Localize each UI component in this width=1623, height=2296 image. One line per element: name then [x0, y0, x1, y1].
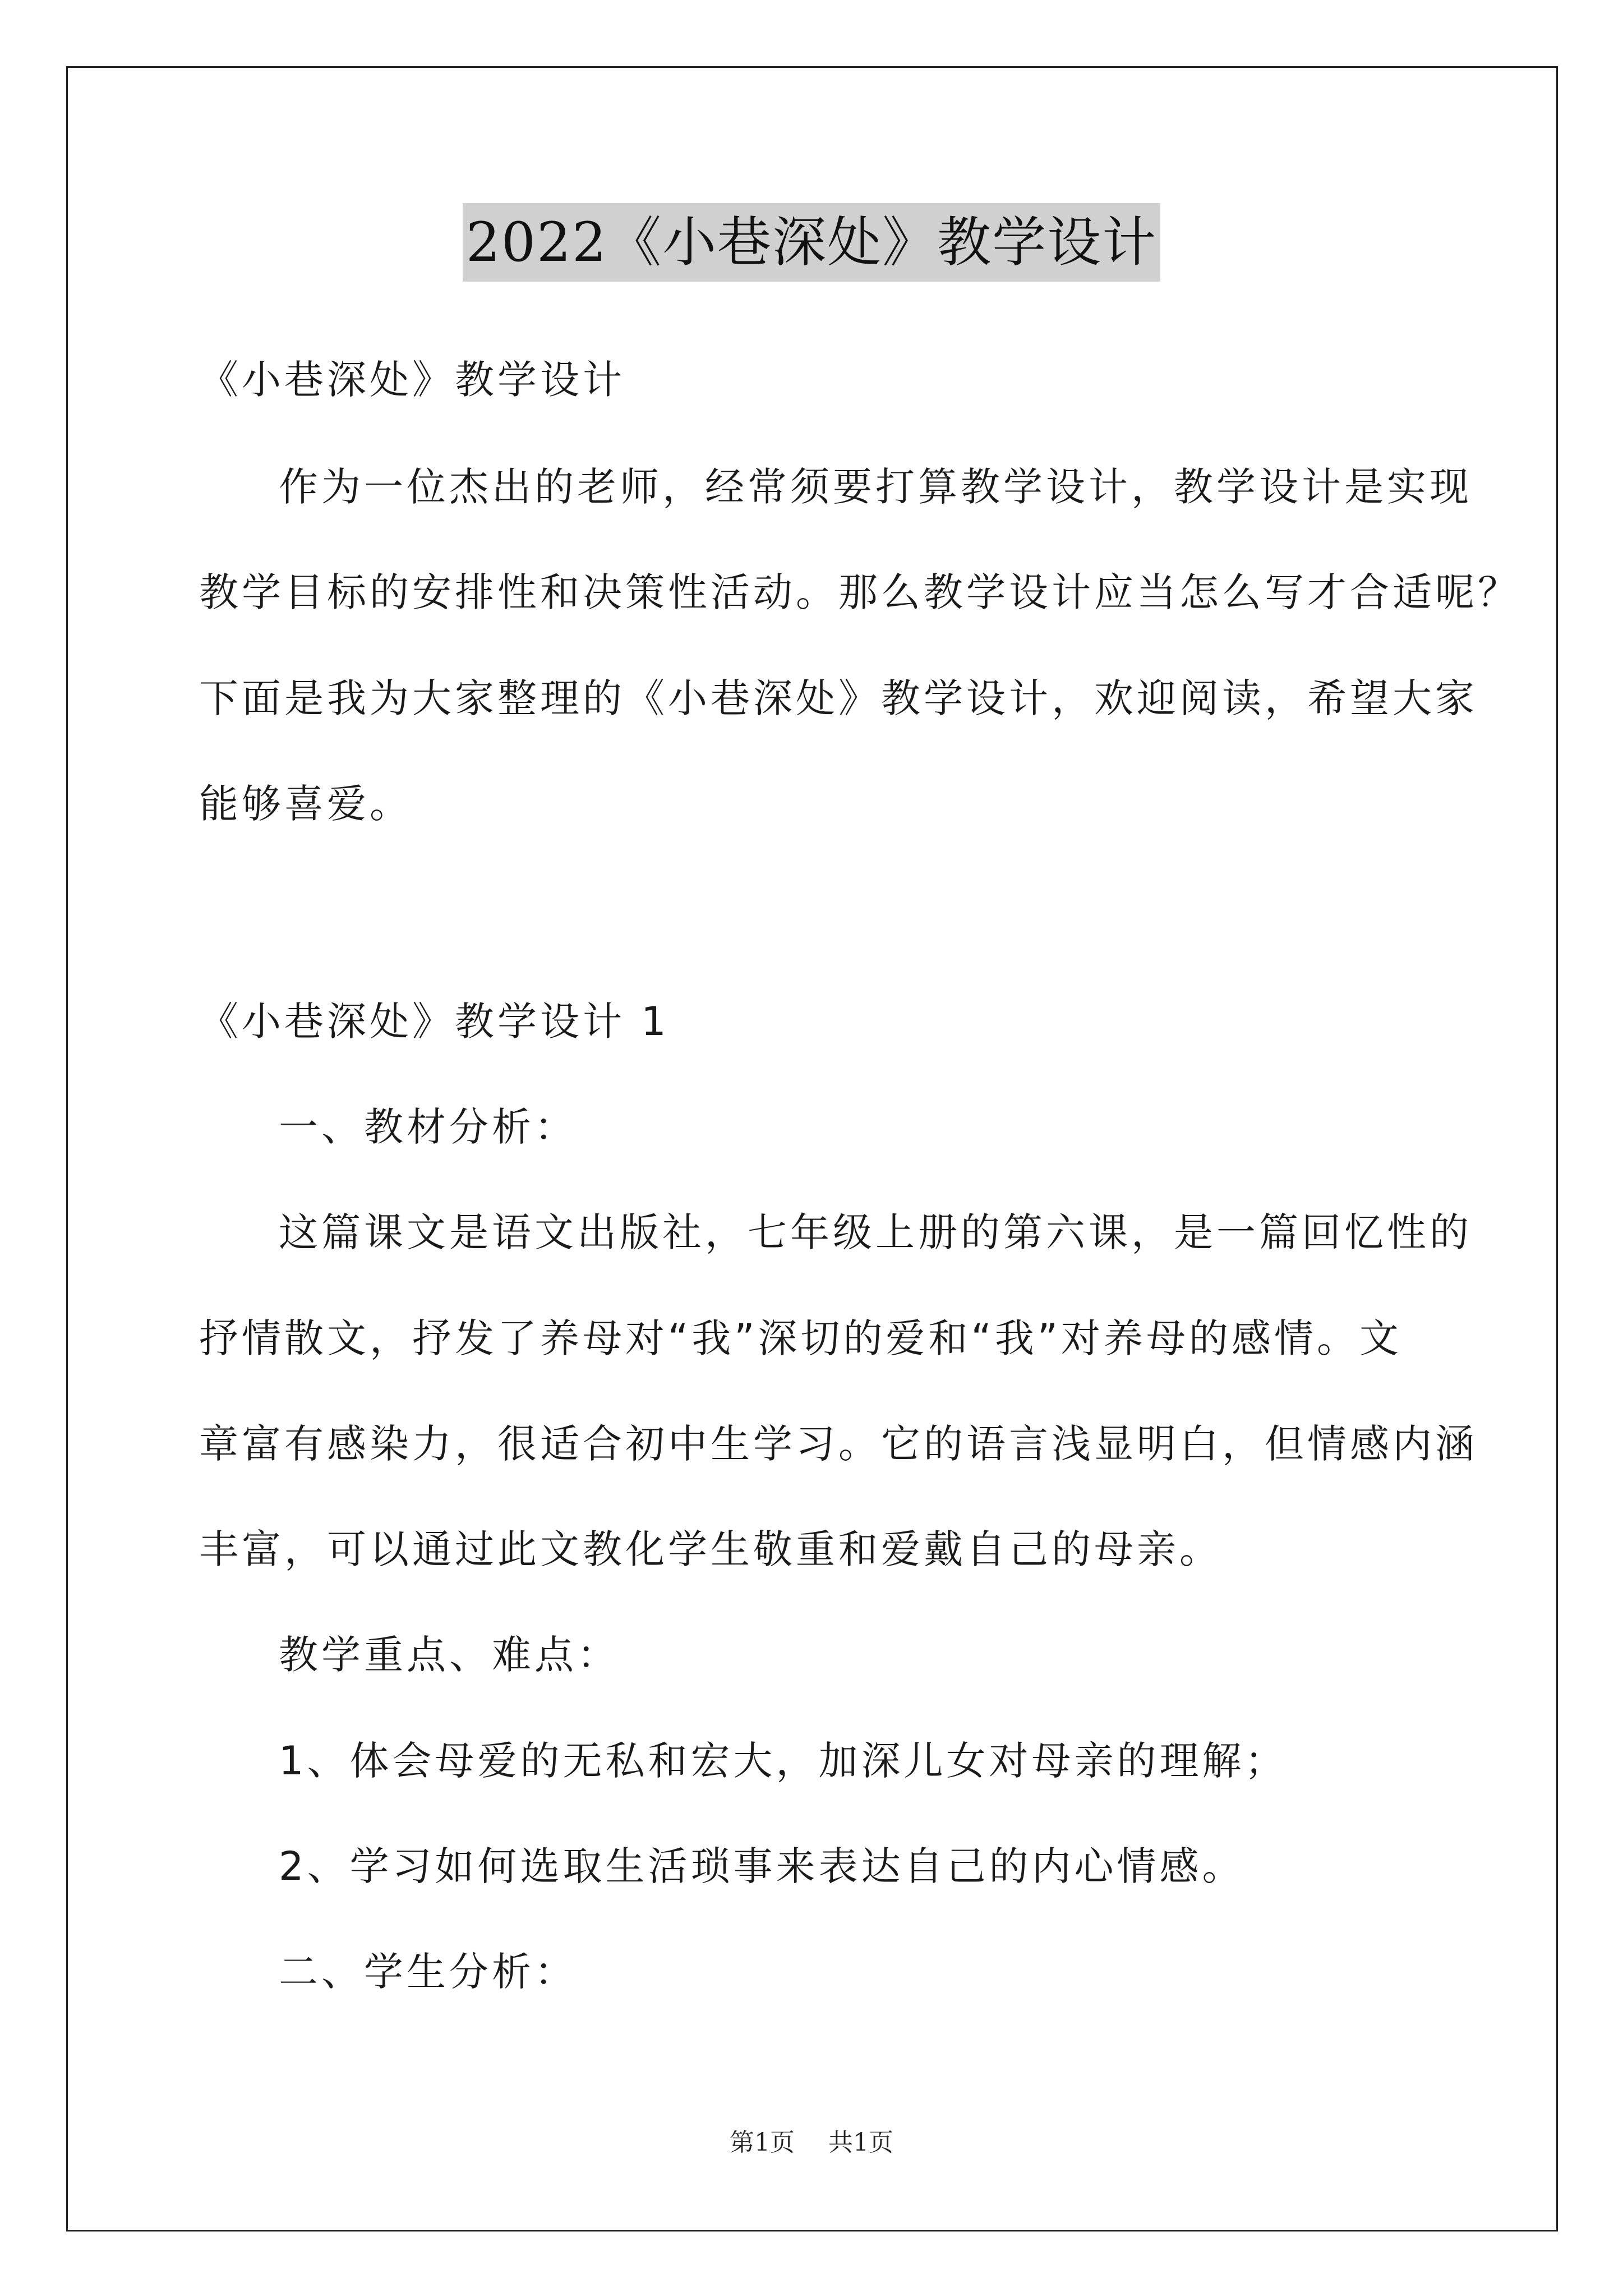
paragraph-line: 这篇课文是语文出版社，七年级上册的第六课，是一篇回忆性的 — [279, 1209, 1472, 1255]
paragraph-line: 下面是我为大家整理的《小巷深处》教学设计，欢迎阅读，希望大家 — [199, 675, 1478, 721]
page-footer — [0, 2126, 1623, 2160]
section-subheading: 二、学生分析： — [279, 1949, 577, 1995]
section-subheading: 教学重点、难点： — [279, 1632, 620, 1678]
paragraph-line: 抒情散文，抒发了养母对“我”深切的爱和“我”对养母的感情。文 — [199, 1315, 1403, 1361]
list-item: 2、学习如何选取生活琐事来表达自己的内心情感。 — [279, 1843, 1245, 1889]
paragraph-line: 丰富，可以通过此文教化学生敬重和爱戴自己的母亲。 — [199, 1526, 1222, 1572]
document-title: 2022《小巷深处》教学设计 — [463, 203, 1160, 282]
paragraph-line: 章富有感染力，很适合初中生学习。它的语言浅显明白，但情感内涵 — [199, 1421, 1478, 1467]
subtitle-line: 《小巷深处》教学设计 — [199, 357, 625, 403]
section-subheading: 一、教材分析： — [279, 1104, 577, 1150]
section-heading: 《小巷深处》教学设计 1 — [199, 999, 670, 1045]
paragraph-line: 教学目标的安排性和决策性活动。那么教学设计应当怎么写才合适呢？ — [199, 569, 1520, 615]
paragraph-line: 能够喜爱。 — [199, 781, 412, 827]
paragraph-line: 作为一位杰出的老师，经常须要打算教学设计，教学设计是实现 — [279, 464, 1472, 510]
list-item: 1、体会母爱的无私和宏大，加深儿女对母亲的理解； — [279, 1738, 1288, 1784]
page-total: 共1页 — [828, 2128, 893, 2157]
page-number: 第1页 — [730, 2128, 795, 2157]
title-container — [0, 203, 1623, 282]
